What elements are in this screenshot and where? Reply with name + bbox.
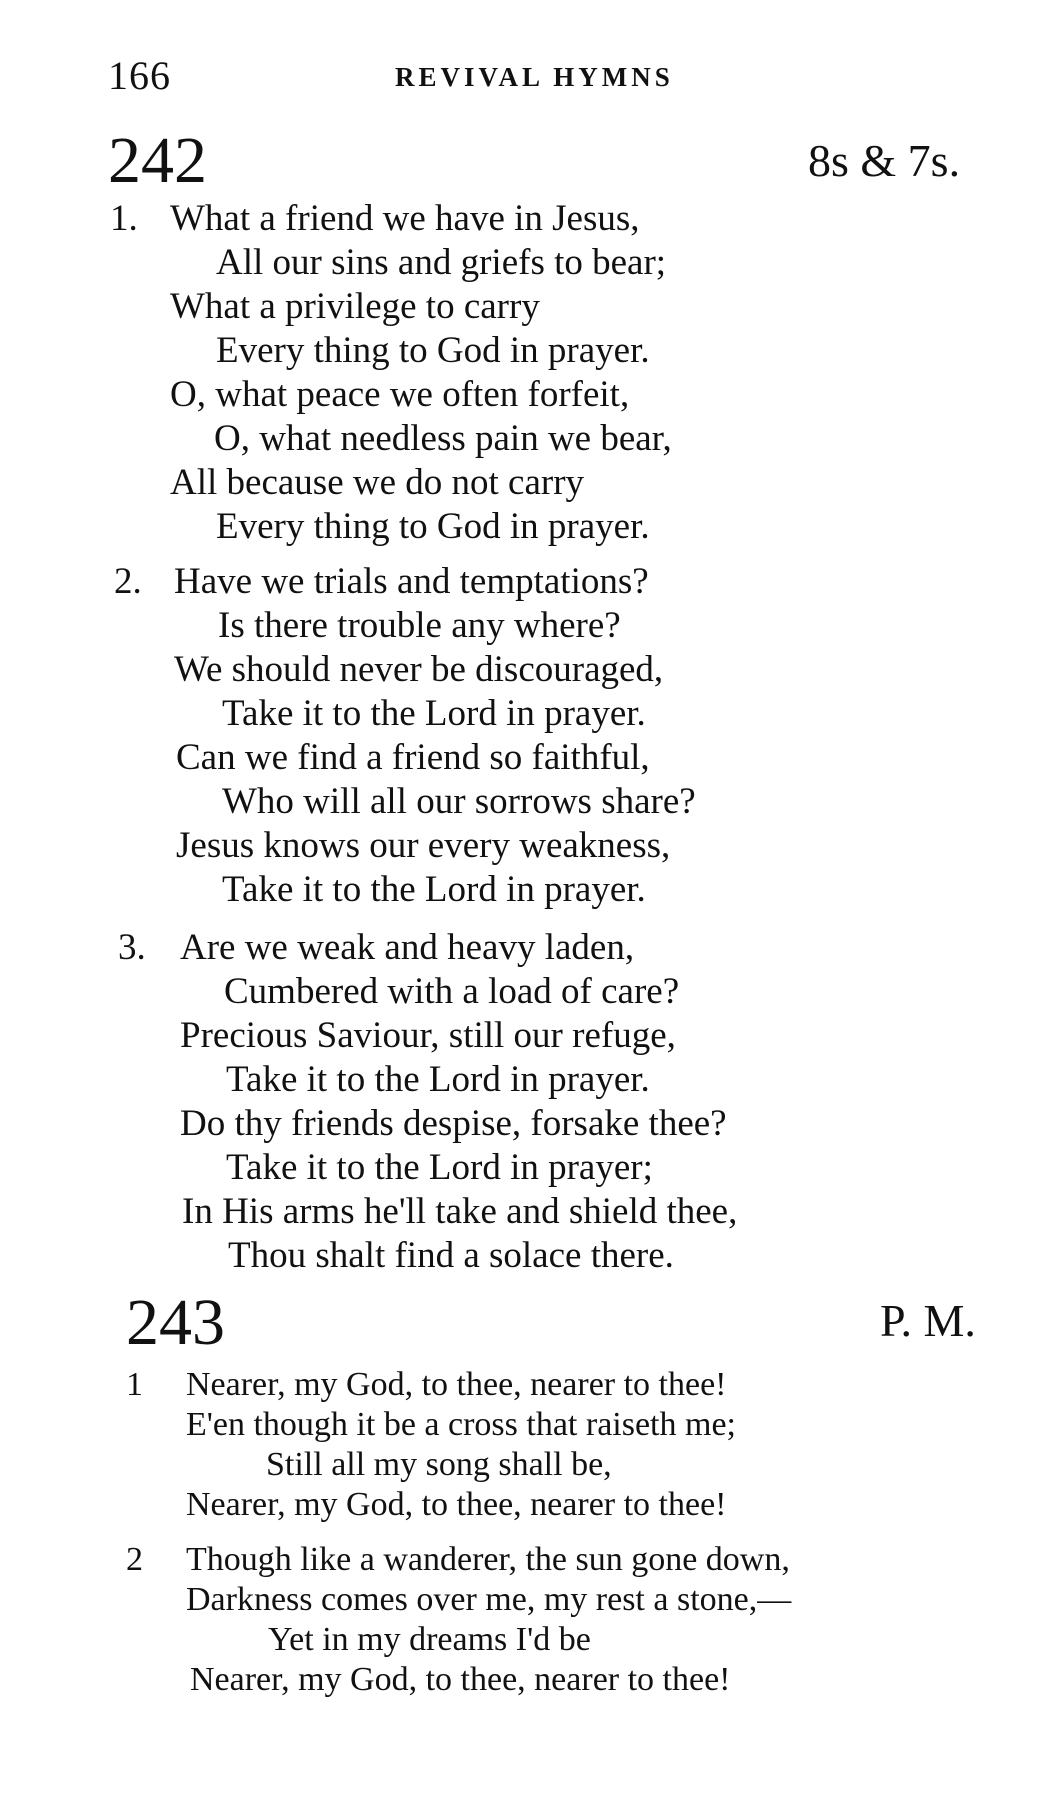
hymn-line: Still all my song shall be, <box>266 1446 612 1483</box>
hymn-line: E'en though it be a cross that raiseth me; <box>186 1406 736 1443</box>
hymn-line: Thou shalt find a solace there. <box>228 1235 674 1276</box>
hymn-line: Though like a wanderer, the sun gone down, <box>186 1541 790 1578</box>
hymn-line: Every thing to God in prayer. <box>216 506 650 547</box>
hymn-line: Nearer, my God, to thee, nearer to thee! <box>190 1661 731 1698</box>
hymn-line: Are we weak and heavy laden, <box>180 927 635 968</box>
hymn-line: Darkness comes over me, my rest a stone,— <box>186 1581 792 1618</box>
hymn-line: We should never be discouraged, <box>174 649 664 690</box>
hymn-line: All our sins and griefs to bear; <box>216 242 667 283</box>
hymn-line: All because we do not carry <box>170 462 585 503</box>
hymn-line: Jesus knows our every weakness, <box>176 825 671 866</box>
verse-number: 1 <box>126 1366 143 1403</box>
hymn-line: O, what peace we often forfeit, <box>170 374 630 415</box>
verse-number: 3. <box>118 927 146 968</box>
hymn-line: Cumbered with a load of care? <box>224 971 680 1012</box>
hymn-line: Have we trials and temptations? <box>174 561 649 602</box>
hymn-number: 242 <box>108 124 207 197</box>
hymn-line: In His arms he'll take and shield thee, <box>182 1191 738 1232</box>
hymn-line: Nearer, my God, to thee, nearer to thee! <box>186 1366 727 1403</box>
verse-number: 1. <box>110 198 138 239</box>
hymn-line: What a privilege to carry <box>170 286 540 327</box>
hymn-line: What a friend we have in Jesus, <box>170 198 640 239</box>
hymn-number: 243 <box>126 1286 225 1359</box>
hymn-line: O, what needless pain we bear, <box>214 418 672 459</box>
hymn-line: Every thing to God in prayer. <box>216 330 650 371</box>
hymn-meter: 8s & 7s. <box>808 135 961 186</box>
hymn-line: Take it to the Lord in prayer. <box>222 869 646 910</box>
verse-number: 2 <box>126 1541 143 1578</box>
hymn-line: Take it to the Lord in prayer; <box>226 1147 653 1188</box>
hymn-line: Can we find a friend so faithful, <box>176 737 650 778</box>
running-head: REVIVAL HYMNS <box>395 62 674 92</box>
hymn-line: Do thy friends despise, forsake thee? <box>180 1103 727 1144</box>
hymn-meter: P. M. <box>880 1295 976 1346</box>
hymn-line: Yet in my dreams I'd be <box>268 1621 591 1658</box>
hymn-line: Take it to the Lord in prayer. <box>226 1059 650 1100</box>
hymn-line: Nearer, my God, to thee, nearer to thee! <box>186 1486 727 1523</box>
hymn-line: Who will all our sorrows share? <box>222 781 696 822</box>
verse-number: 2. <box>114 561 142 602</box>
hymn-line: Is there trouble any where? <box>218 605 621 646</box>
hymn-line: Take it to the Lord in prayer. <box>222 693 646 734</box>
hymn-line: Precious Saviour, still our refuge, <box>180 1015 676 1056</box>
page-number: 166 <box>108 53 171 98</box>
